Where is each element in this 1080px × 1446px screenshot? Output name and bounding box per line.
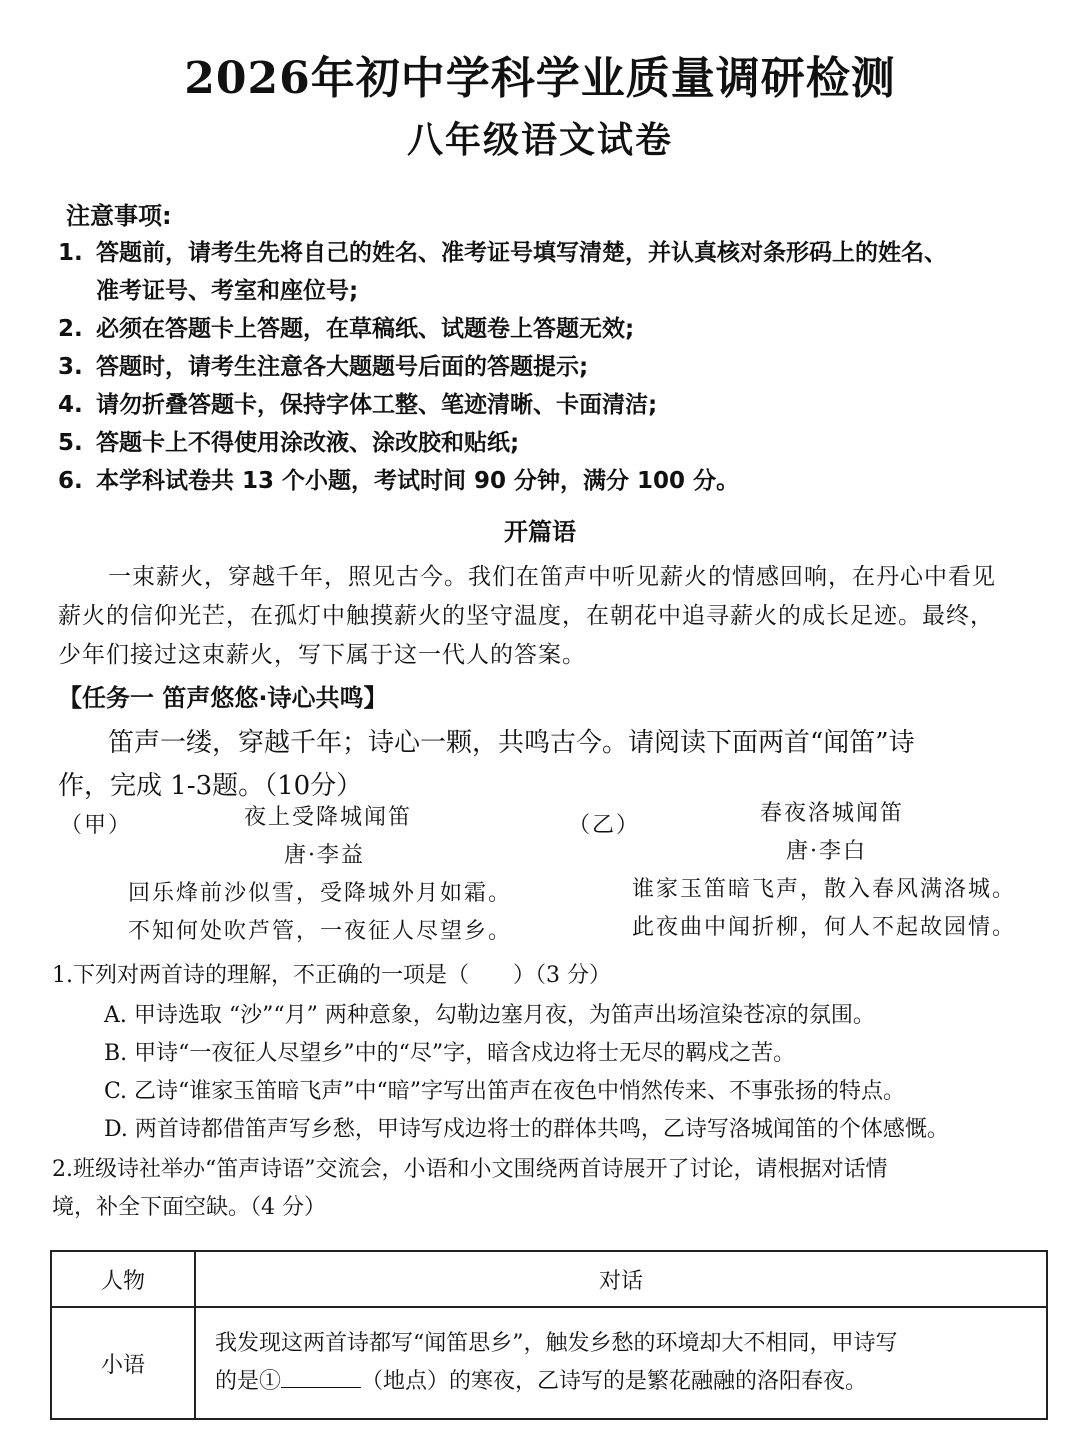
table-row (51, 1307, 1047, 1419)
exam-subtitle: 八年级语文试卷 (406, 119, 673, 161)
poem-yi-line-2: 此夜曲中闻折柳，何人不起故园情。 (632, 915, 1017, 940)
notice-text: 必须在答题卡上答题，在草稿纸、试题卷上答题无效; (96, 316, 635, 342)
dialogue-table (50, 1250, 1048, 1420)
notice-item-1-continued: 准考证号、考室和座位号; (96, 278, 359, 304)
poem-yi-mark: （乙） (568, 813, 641, 838)
opening-line-2: 薪火的信仰光芒，在孤灯中触摸薪火的坚守温度，在朝花中追寻薪火的成长足迹。最终， (58, 603, 994, 629)
notice-text: 请勿折叠答题卡，保持字体工整、笔迹清晰、卡面清洁; (96, 392, 658, 418)
poem-jia-mark: （甲） (60, 813, 133, 838)
notice-item-1 (58, 234, 947, 267)
opening-line-3: 少年们接过这束薪火，写下属于这一代人的答案。 (58, 642, 586, 668)
task-one-intro-line-1: 笛声一缕，穿越千年；诗心一颗，共鸣古今。请阅读下面两首“闻笛”诗 (108, 728, 915, 758)
notice-number: 4. (58, 392, 83, 418)
poem-jia-author: 唐·李益 (284, 843, 365, 868)
task-one-intro-line-2: 作，完成 1-3题。（10分） (58, 771, 363, 801)
notice-item-5 (58, 424, 519, 457)
notice-text: 答题卡上不得使用涂改液、涂改胶和贴纸; (96, 430, 520, 456)
question-1-option-c: C. 乙诗“谁家玉笛暗飞声”中“暗”字写出笛声在夜色中悄然传来、不事张扬的特点。 (104, 1079, 906, 1104)
poem-jia-title: 夜上受降城闻笛 (244, 805, 413, 830)
opening-line-1: 一束薪火，穿越千年，照见古今。我们在笛声中听见薪火的情感回响，在丹心中看见 (108, 564, 996, 590)
dialogue-line-1: 我发现这两首诗都写“闻笛思乡”，触发乡愁的环境却大不相同，甲诗写 (215, 1331, 898, 1356)
person-cell: 小语 (51, 1307, 195, 1419)
poem-jia-line-2: 不知何处吹芦管，一夜征人尽望乡。 (128, 919, 513, 944)
dialogue-prefix: 的是① (215, 1369, 282, 1394)
notice-item-3 (58, 348, 588, 381)
poem-yi-line-1: 谁家玉笛暗飞声，散入春风满洛城。 (632, 877, 1017, 902)
poem-yi-title: 春夜洛城闻笛 (760, 801, 905, 826)
notice-item-2 (58, 310, 634, 343)
notice-text: 答题前，请考生先将自己的姓名、准考证号填写清楚，并认真核对条形码上的姓名、 (96, 240, 947, 266)
dialogue-cell (195, 1307, 1047, 1419)
column-header-person: 人物 (51, 1251, 195, 1307)
notice-number: 3. (58, 354, 83, 380)
exam-title: 2026年初中学科学业质量调研检测 (184, 53, 896, 104)
table-header-row (51, 1251, 1047, 1307)
dialogue-suffix: （地点）的寒夜，乙诗写的是繁花融融的洛阳春夜。 (361, 1369, 868, 1394)
notice-text: 本学科试卷共 13 个小题，考试时间 90 分钟，满分 100 分。 (96, 468, 740, 494)
question-1-option-b: B. 甲诗“一夜征人尽望乡”中的“尽”字，暗含戍边将士无尽的羁戍之苦。 (104, 1041, 796, 1066)
task-one-title: 【任务一 笛声悠悠·诗心共鸣】 (58, 684, 388, 712)
notice-number: 6. (58, 468, 83, 494)
dialogue-line-2 (197, 1363, 1045, 1401)
notice-item-6 (58, 462, 739, 495)
question-1-stem: 1.下列对两首诗的理解，不正确的一项是（ ）（3 分） (52, 963, 611, 988)
poem-yi-author: 唐·李白 (786, 839, 867, 864)
question-2-stem-line-2: 境，补全下面空缺。（4 分） (52, 1195, 326, 1220)
notice-text: 答题时，请考生注意各大题题号后面的答题提示; (96, 354, 589, 380)
question-2-stem-line-1: 2.班级诗社举办“笛声诗语”交流会，小语和小文围绕两首诗展开了讨论，请根据对话情 (52, 1157, 888, 1182)
column-header-dialogue: 对话 (195, 1251, 1047, 1307)
poem-jia-line-1: 回乐烽前沙似雪，受降城外月如霜。 (128, 881, 513, 906)
notice-heading: 注意事项: (66, 202, 172, 230)
notice-number: 2. (58, 316, 83, 342)
opening-title: 开篇语 (504, 518, 576, 546)
notice-item-4 (58, 386, 657, 419)
notice-number: 5. (58, 430, 83, 456)
question-1-option-a: A. 甲诗选取 “沙”“月” 两种意象，勾勒边塞月夜，为笛声出场渲染苍凉的氛围。 (104, 1003, 875, 1028)
notice-number: 1. (58, 240, 83, 266)
answer-blank[interactable] (281, 1367, 361, 1388)
question-1-option-d: D. 两首诗都借笛声写乡愁，甲诗写戍边将士的群体共鸣，乙诗写洛城闻笛的个体感慨。 (104, 1117, 949, 1142)
